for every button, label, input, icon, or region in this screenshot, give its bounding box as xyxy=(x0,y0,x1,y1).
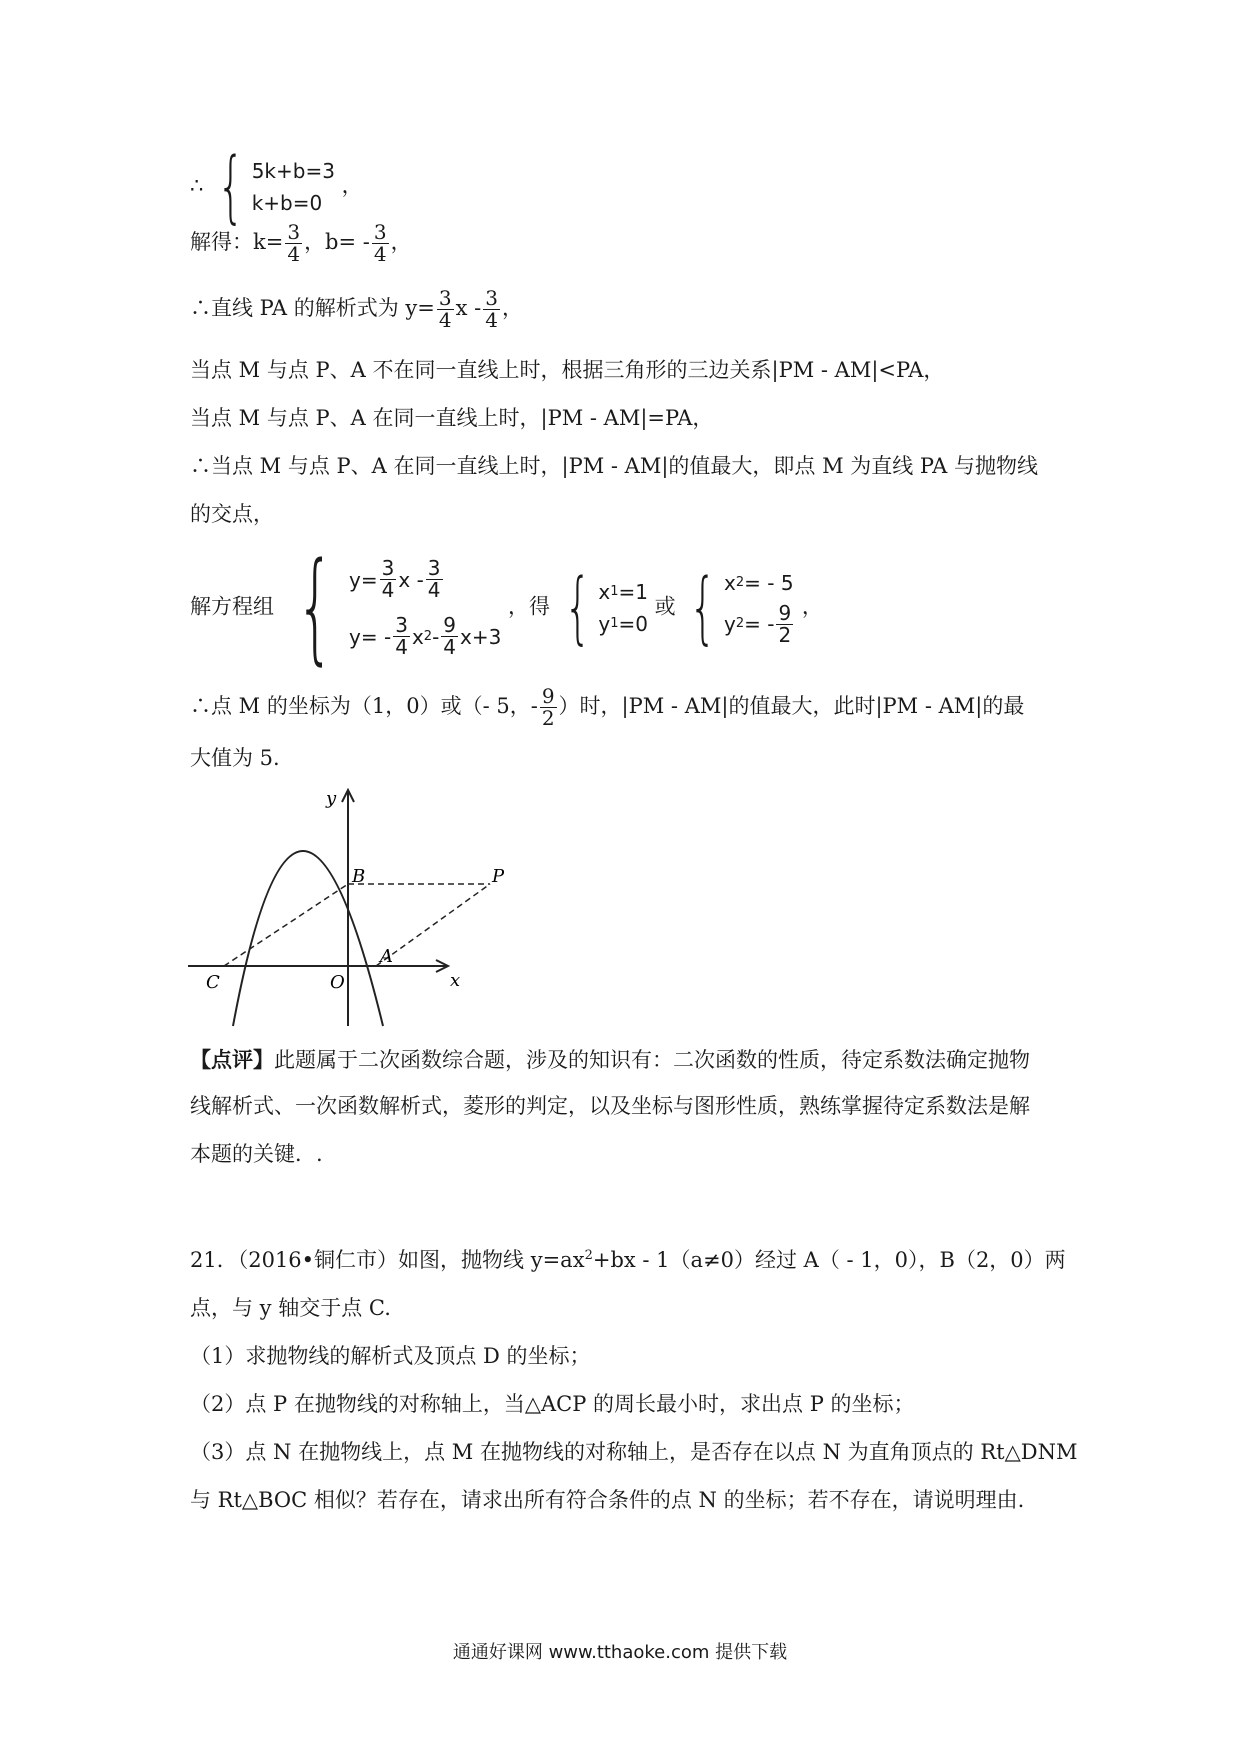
solution-block-1: { x 1 =1 y 1 =0 xyxy=(563,563,648,653)
system-block xyxy=(281,538,502,677)
label-p: P xyxy=(492,866,505,887)
equation-row: y= - $\frac{3}{4}$ x 2 - $\frac{9}{4}$ x+3 xyxy=(349,613,502,659)
label-b: B xyxy=(352,866,366,887)
fraction: $\frac{3}{4}$ xyxy=(287,220,301,266)
brace-icon: { xyxy=(563,563,592,653)
label-x: x xyxy=(450,970,461,991)
label-y: y xyxy=(326,788,337,809)
comment-line-3: 本题的关键．. xyxy=(190,1142,323,1166)
equation-row: k+b=0 xyxy=(251,191,323,215)
comment-line-2: 线解析式、一次函数解析式，菱形的判定，以及坐标与图形性质，熟练掌握待定系数法是解 xyxy=(190,1094,1030,1118)
question-21-line-2: 点，与 y 轴交于点 C. xyxy=(190,1296,391,1320)
system-equations-2: 解方程组 { y= $\frac{3}{4}$ x - $\frac{3}{4}$ y= - $\frac{3}{4}$ x 2 - $\frac{9}{4}$ x+3 ，得 { x 1 =1 y 1 =0 或 { x 2 = - 5 y 2 = - $\frac{9}{2}$ ， xyxy=(190,538,823,677)
text-line: 当点 M 与点 P、A 在同一直线上时，|PM - AM|=PA， xyxy=(190,406,714,430)
text-line: 的交点， xyxy=(190,502,274,526)
text-line: 大值为 5. xyxy=(190,746,280,770)
dashed-line-cb xyxy=(224,884,348,966)
question-21-part-2: （2）点 P 在抛物线的对称轴上，当△ACP 的周长最小时，求出点 P 的坐标； xyxy=(190,1392,915,1416)
text-line: 当点 M 与点 P、A 不在同一直线上时，根据三角形的三边关系|PM - AM|<PA， xyxy=(190,358,945,382)
brace-icon: { xyxy=(217,142,245,232)
label-o: O xyxy=(330,972,345,993)
question-21-part-1: （1）求抛物线的解析式及顶点 D 的坐标； xyxy=(190,1344,591,1368)
fraction: $\frac{3}{4}$ xyxy=(438,286,452,332)
question-21-part-3b: 与 Rt△BOC 相似？若存在，请求出所有符合条件的点 N 的坐标；若不存在，请说明理由. xyxy=(190,1488,1025,1512)
therefore-symbol: ∴ xyxy=(190,173,204,198)
brace-icon: { xyxy=(689,563,717,653)
m-coordinates-line: ∴点 M 的坐标为（1，0）或（- 5，- $\frac{9}{2}$ ）时，|PM - AM|的值最大，此时|PM - AM|的最 xyxy=(190,684,1025,730)
fraction: $\frac{3}{4}$ xyxy=(485,286,498,332)
equation-row: 5k+b=3 xyxy=(251,159,335,183)
comment-tag: 【点评】 xyxy=(190,1047,274,1072)
system-equations-1: ∴ { 5k+b=3 k+b=0 ， xyxy=(190,142,363,232)
dashed-line-ap xyxy=(376,884,490,966)
fraction: $\frac{3}{4}$ xyxy=(373,220,387,266)
label-a: A xyxy=(380,946,393,967)
system-block xyxy=(210,142,335,232)
parabola-figure xyxy=(188,786,508,1036)
question-21-line-1: 21．（2016•铜仁市）如图，抛物线 $y=ax^2+bx - 1(a\ne 0)$经过 A（ - 1，0），B（2，0）两 xyxy=(190,1248,1066,1272)
comment-line-1: 【点评】此题属于二次函数综合题，涉及的知识有：二次函数的性质，待定系数法确定抛物 xyxy=(190,1047,1030,1072)
brace-icon: { xyxy=(295,538,334,677)
page-footer: 通通好课网 www.tthaoke.com 提供下载 xyxy=(452,1642,788,1663)
label-c: C xyxy=(206,972,220,993)
solution-kb: 解得：k= $\frac{3}{4}$ ，b= - $\frac{3}{4}$ ， xyxy=(190,220,412,266)
equation-row: y= $\frac{3}{4}$ x - $\frac{3}{4}$ xyxy=(349,556,441,602)
fraction: $\frac{9}{2}$ xyxy=(541,684,555,730)
solution-block-2: { x 2 = - 5 y 2 = - $\frac{9}{2}$ xyxy=(689,563,794,653)
text-line: ∴当点 M 与点 P、A 在同一直线上时，|PM - AM|的值最大，即点 M 为直线 PA 与抛物线 xyxy=(190,454,1038,478)
question-21-part-3a: （3）点 N 在抛物线上，点 M 在抛物线的对称轴上，是否存在以点 N 为直角顶点的 Rt△DNM xyxy=(190,1440,1078,1464)
line-pa-expression: ∴直线 PA 的解析式为 y= $\frac{3}{4}$ x - $\frac{3}{4}$ ， xyxy=(190,286,523,332)
